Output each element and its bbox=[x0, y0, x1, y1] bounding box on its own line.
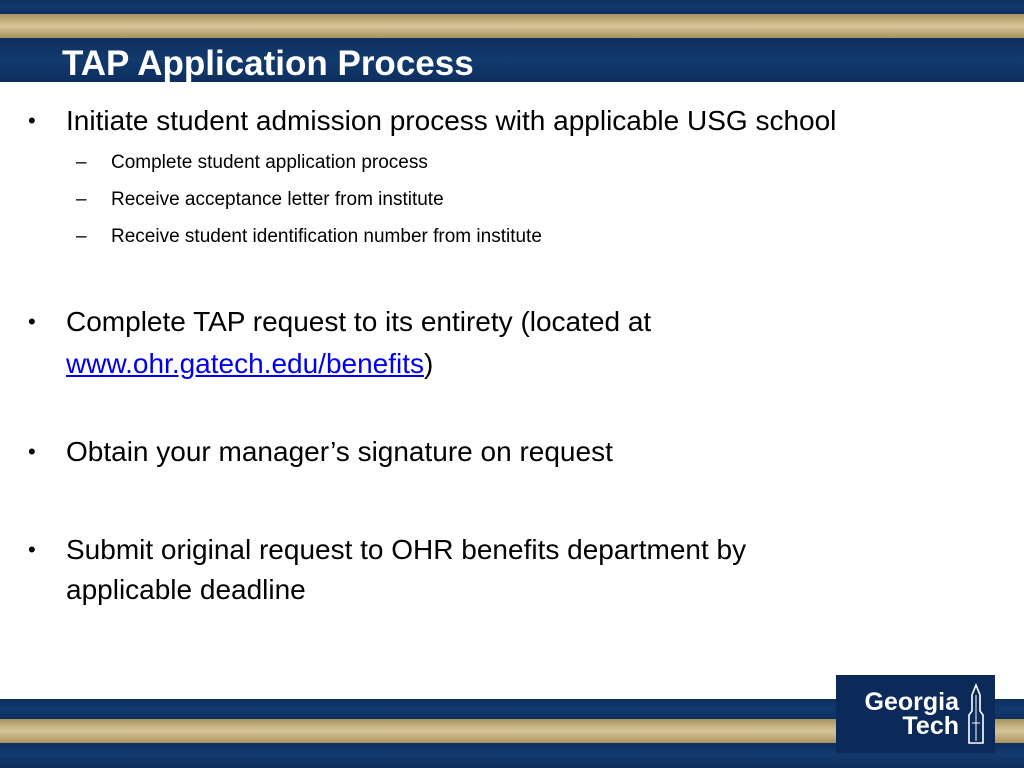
bullet-text: Initiate student admission process with applicable USG school bbox=[66, 105, 837, 136]
logo-text-tech: Tech bbox=[902, 712, 959, 740]
bullet-text: Complete TAP request to its entirety (located at bbox=[66, 306, 652, 337]
dash-marker: – bbox=[76, 152, 87, 173]
closing-paren: ) bbox=[424, 348, 434, 379]
bullet-marker: • bbox=[28, 537, 36, 562]
bullet-marker: • bbox=[28, 439, 36, 464]
tower-icon bbox=[963, 683, 989, 745]
bullet-text-continuation: applicable deadline bbox=[66, 574, 306, 605]
georgia-tech-logo bbox=[836, 675, 995, 753]
sub-bullet-text: Receive student identification number from institute bbox=[111, 226, 542, 247]
logo-text-georgia: Georgia bbox=[864, 688, 959, 716]
bullet-text: Obtain your manager’s signature on request bbox=[66, 436, 613, 467]
bullet-marker: • bbox=[28, 108, 36, 133]
dash-marker: – bbox=[76, 226, 87, 247]
bullet-text: Submit original request to OHR benefits department by bbox=[66, 534, 747, 565]
sub-bullet-text: Receive acceptance letter from institute bbox=[111, 189, 444, 210]
bullet-marker: • bbox=[28, 309, 36, 334]
bullet-text-continuation bbox=[66, 344, 966, 384]
page-title: TAP Application Process bbox=[62, 44, 474, 83]
benefits-link[interactable]: www.ohr.gatech.edu/benefits bbox=[66, 348, 425, 379]
dash-marker: – bbox=[76, 189, 87, 210]
sub-bullet-text: Complete student application process bbox=[111, 152, 428, 173]
